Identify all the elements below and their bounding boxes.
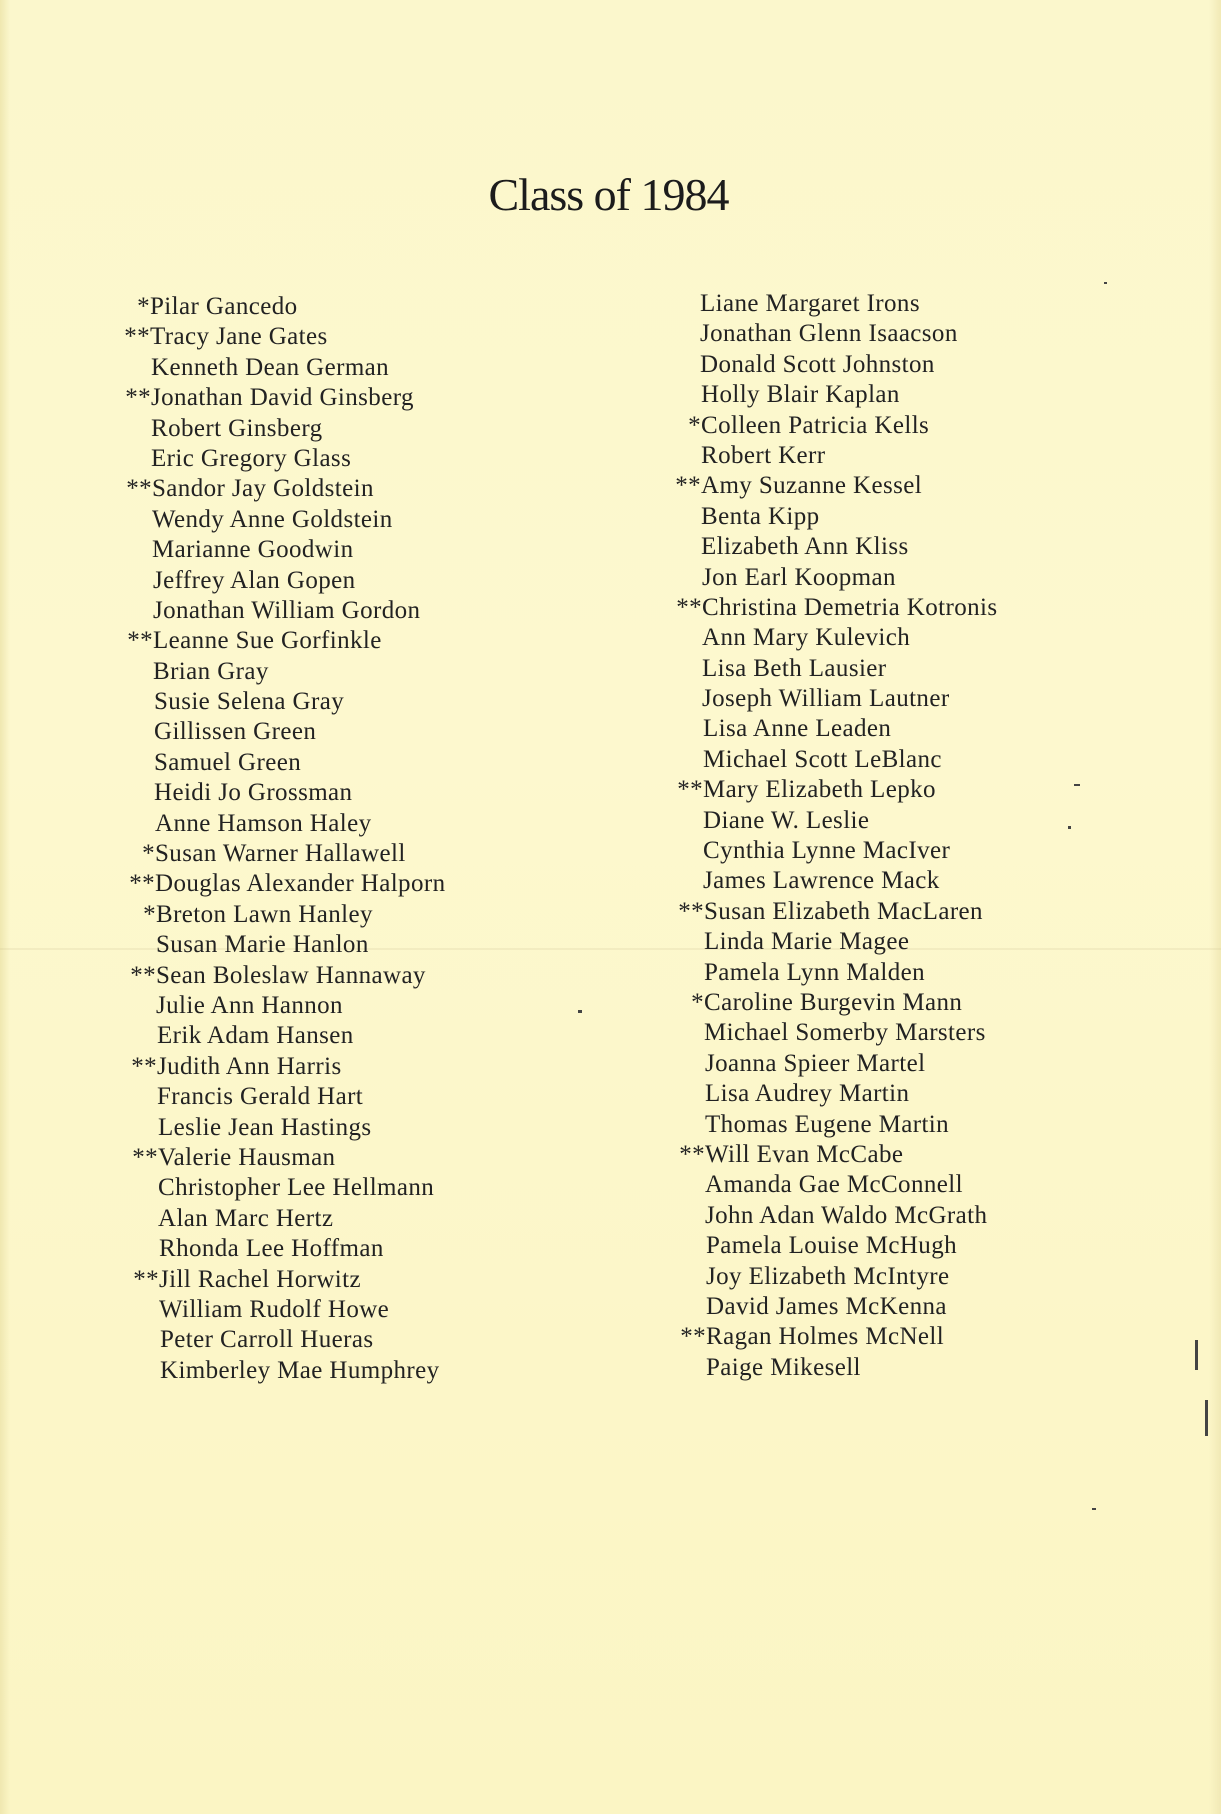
graduate-name-text: Ann Mary Kulevich <box>702 624 911 652</box>
graduate-name-text: Thomas Eugene Martin <box>705 1110 950 1138</box>
graduate-name <box>672 866 1092 896</box>
graduate-name-text: Eric Gregory Glass <box>151 444 352 472</box>
honor-mark: ** <box>130 961 156 989</box>
graduate-name-text: Julie Ann Hannon <box>156 991 343 1019</box>
honor-mark: ** <box>124 323 150 351</box>
graduate-name-text: Mary Elizabeth Lepko <box>703 776 936 804</box>
graduate-name-text: Brian Gray <box>153 657 269 685</box>
graduate-name-text: Paige Mikesell <box>706 1353 861 1381</box>
graduate-name <box>122 1356 552 1386</box>
graduate-name <box>122 657 552 687</box>
graduate-name-text: Pamela Louise McHugh <box>706 1232 958 1260</box>
graduate-name <box>672 1322 1092 1352</box>
graduate-name-text: Susan Marie Hanlon <box>156 931 369 959</box>
graduate-name <box>672 958 1092 988</box>
graduate-name-text: Tracy Jane Gates <box>150 323 328 351</box>
graduate-name <box>122 626 552 656</box>
graduate-name <box>122 1325 552 1355</box>
graduate-name-text: Heidi Jo Grossman <box>154 779 353 807</box>
graduate-name-text: Susan Warner Hallawell <box>155 840 406 868</box>
graduate-name-text: Samuel Green <box>154 748 302 776</box>
graduate-name <box>122 930 552 960</box>
graduate-name-text: Gillissen Green <box>154 718 317 746</box>
graduate-name-text: Jill Rachel Horwitz <box>159 1265 361 1293</box>
graduate-name-text: Michael Scott LeBlanc <box>703 745 942 773</box>
graduate-name-text: Pilar Gancedo <box>150 293 298 320</box>
graduate-name <box>122 687 552 717</box>
graduate-name <box>672 684 1092 714</box>
graduate-name <box>672 563 1092 593</box>
graduate-name-text: Jonathan William Gordon <box>153 596 421 624</box>
honor-mark: ** <box>677 776 703 804</box>
honor-mark: * <box>143 900 156 928</box>
honor-mark: ** <box>127 627 153 655</box>
graduate-name <box>122 900 552 930</box>
graduate-name-text: Judith Ann Harris <box>157 1052 342 1080</box>
graduate-name-text: Lisa Audrey Martin <box>705 1080 910 1108</box>
graduate-name <box>122 778 552 808</box>
graduate-name-text: Valerie Hausman <box>158 1143 336 1171</box>
graduate-name-text: Caroline Burgevin Mann <box>704 988 963 1016</box>
graduate-name <box>672 1201 1092 1231</box>
graduate-name-text: Jon Earl Koopman <box>702 563 896 591</box>
page-left-edge-shadow <box>0 0 10 1814</box>
right-name-column <box>672 289 1092 1383</box>
graduate-name <box>122 566 552 596</box>
graduate-name <box>122 961 552 991</box>
graduate-name-text: Liane Margaret Irons <box>700 290 920 317</box>
honor-mark: * <box>691 988 704 1016</box>
graduate-name <box>672 1140 1092 1170</box>
graduate-name-text: Joanna Spieer Martel <box>705 1049 926 1077</box>
graduate-name <box>122 292 552 322</box>
graduate-name <box>672 745 1092 775</box>
graduate-name <box>672 1231 1092 1261</box>
graduate-name-text: Lisa Beth Lausier <box>702 654 887 682</box>
graduate-name-text: Breton Lawn Hanley <box>156 900 373 928</box>
graduate-name <box>672 806 1092 836</box>
graduate-name-text: Amy Suzanne Kessel <box>701 472 923 500</box>
graduate-name <box>672 988 1092 1018</box>
paper-speck <box>1195 1340 1198 1370</box>
graduate-name-text: Holly Blair Kaplan <box>701 381 900 409</box>
graduate-name <box>672 775 1092 805</box>
graduate-name <box>122 1234 552 1264</box>
graduate-name-text: David James McKenna <box>706 1292 947 1320</box>
graduate-name <box>122 717 552 747</box>
graduate-name <box>122 535 552 565</box>
graduate-name <box>122 505 552 535</box>
graduate-name <box>122 383 552 413</box>
honor-mark: ** <box>126 475 152 503</box>
graduate-name <box>122 1173 552 1203</box>
graduate-name-text: Leanne Sue Gorfinkle <box>153 627 382 655</box>
graduate-name-text: Anne Hamson Haley <box>155 809 372 837</box>
graduate-name <box>672 380 1092 410</box>
graduate-name <box>122 1082 552 1112</box>
graduate-name <box>672 654 1092 684</box>
graduate-name-text: Christina Demetria Kotronis <box>702 593 998 621</box>
graduate-name <box>672 319 1092 349</box>
graduate-name-text: Peter Carroll Hueras <box>160 1326 374 1354</box>
graduate-name-text: Donald Scott Johnston <box>700 350 935 378</box>
graduate-name-text: Susan Elizabeth MacLaren <box>704 897 983 925</box>
graduate-name <box>122 444 552 474</box>
graduate-name-text: Jonathan David Ginsberg <box>151 384 414 412</box>
graduate-name-text: William Rudolf Howe <box>159 1295 390 1323</box>
graduate-name-text: Kimberley Mae Humphrey <box>160 1356 440 1384</box>
honor-mark: * <box>688 411 701 439</box>
graduate-name-text: Joy Elizabeth McIntyre <box>706 1262 950 1290</box>
paper-speck <box>1074 784 1080 786</box>
paper-speck <box>1068 826 1071 829</box>
graduate-name-text: Colleen Patricia Kells <box>701 411 930 439</box>
graduate-name <box>672 1079 1092 1109</box>
graduate-name <box>672 623 1092 653</box>
left-name-column <box>122 292 552 1386</box>
graduate-name-text: Pamela Lynn Malden <box>704 958 926 986</box>
graduate-name <box>122 748 552 778</box>
graduate-name-text: Sandor Jay Goldstein <box>152 475 374 503</box>
graduate-name <box>672 1110 1092 1140</box>
graduate-name <box>672 1262 1092 1292</box>
graduate-name <box>122 991 552 1021</box>
honor-mark: ** <box>133 1265 159 1293</box>
graduate-name-text: Alan Marc Hertz <box>158 1204 334 1232</box>
graduate-name <box>122 322 552 352</box>
graduate-name-text: Robert Kerr <box>701 441 826 469</box>
graduate-name <box>672 836 1092 866</box>
graduate-name <box>672 714 1092 744</box>
graduate-name <box>122 1113 552 1143</box>
graduate-name <box>672 897 1092 927</box>
graduate-name <box>672 441 1092 471</box>
graduate-name-text: John Adan Waldo McGrath <box>705 1201 988 1229</box>
honor-mark: ** <box>676 593 702 621</box>
honor-mark: ** <box>675 472 701 500</box>
graduate-name <box>122 1295 552 1325</box>
graduate-name <box>122 1021 552 1051</box>
graduate-name <box>122 839 552 869</box>
graduate-name <box>672 1018 1092 1048</box>
graduate-name <box>672 1292 1092 1322</box>
graduate-name-text: Francis Gerald Hart <box>157 1083 364 1111</box>
graduate-name-text: Marianne Goodwin <box>152 536 354 564</box>
honor-mark: ** <box>129 870 155 898</box>
honor-mark: ** <box>131 1052 157 1080</box>
graduate-name-text: Diane W. Leslie <box>703 806 870 834</box>
graduate-name-text: Sean Boleslaw Hannaway <box>156 961 426 989</box>
page-right-edge-shadow <box>1209 0 1221 1814</box>
graduate-name-text: Amanda Gae McConnell <box>705 1171 963 1199</box>
graduate-name-text: Joseph William Lautner <box>702 685 950 713</box>
graduate-name-text: Will Evan McCabe <box>705 1140 904 1168</box>
graduate-name-text: Linda Marie Magee <box>704 928 910 956</box>
graduate-name <box>672 532 1092 562</box>
graduate-name <box>122 1265 552 1295</box>
graduate-name <box>672 1170 1092 1200</box>
graduate-name <box>672 289 1092 319</box>
graduate-name-text: Michael Somerby Marsters <box>704 1019 986 1047</box>
graduate-name-text: Kenneth Dean German <box>151 353 390 381</box>
graduate-name <box>122 1204 552 1234</box>
honor-mark: ** <box>125 384 151 412</box>
graduate-name <box>122 414 552 444</box>
graduate-name-text: Lisa Anne Leaden <box>703 715 892 743</box>
honor-mark: ** <box>678 897 704 925</box>
graduate-name-text: Erik Adam Hansen <box>157 1022 354 1050</box>
paper-speck <box>1205 1400 1208 1436</box>
honor-mark: * <box>137 293 150 320</box>
graduate-name <box>122 1052 552 1082</box>
graduate-name <box>672 411 1092 441</box>
graduate-name-text: Jonathan Glenn Isaacson <box>700 320 958 348</box>
graduate-name-text: Jeffrey Alan Gopen <box>153 566 356 594</box>
graduate-name <box>672 593 1092 623</box>
paper-speck <box>578 1010 582 1013</box>
graduate-name <box>672 471 1092 501</box>
honor-mark: ** <box>679 1140 705 1168</box>
graduate-name <box>122 869 552 899</box>
paper-speck <box>1092 1508 1096 1510</box>
graduate-name <box>122 474 552 504</box>
graduate-name <box>122 1143 552 1173</box>
graduate-name <box>122 596 552 626</box>
honor-mark: ** <box>132 1143 158 1171</box>
graduate-name-text: Leslie Jean Hastings <box>158 1113 372 1141</box>
graduate-name-text: Rhonda Lee Hoffman <box>159 1235 384 1263</box>
graduate-name-text: Ragan Holmes McNell <box>706 1323 945 1351</box>
graduate-name-text: Douglas Alexander Halporn <box>155 870 446 898</box>
graduate-name-text: James Lawrence Mack <box>703 867 940 895</box>
graduate-name <box>672 1049 1092 1079</box>
graduate-name <box>672 927 1092 957</box>
graduate-name <box>122 809 552 839</box>
graduate-name <box>672 350 1092 380</box>
paper-speck <box>1104 282 1107 284</box>
graduate-name-text: Elizabeth Ann Kliss <box>701 533 909 561</box>
graduate-name-text: Christopher Lee Hellmann <box>158 1174 435 1202</box>
graduate-name-text: Wendy Anne Goldstein <box>152 505 393 533</box>
graduate-name-text: Susie Selena Gray <box>154 688 345 716</box>
graduate-name <box>122 353 552 383</box>
graduate-name-text: Benta Kipp <box>701 502 820 530</box>
page-title: Class of 1984 <box>488 169 729 220</box>
graduate-name-text: Cynthia Lynne MacIver <box>703 837 951 865</box>
honor-mark: ** <box>680 1323 706 1351</box>
graduate-name-text: Robert Ginsberg <box>151 414 323 442</box>
graduate-name <box>672 1353 1092 1383</box>
graduate-name <box>672 502 1092 532</box>
honor-mark: * <box>142 840 155 868</box>
